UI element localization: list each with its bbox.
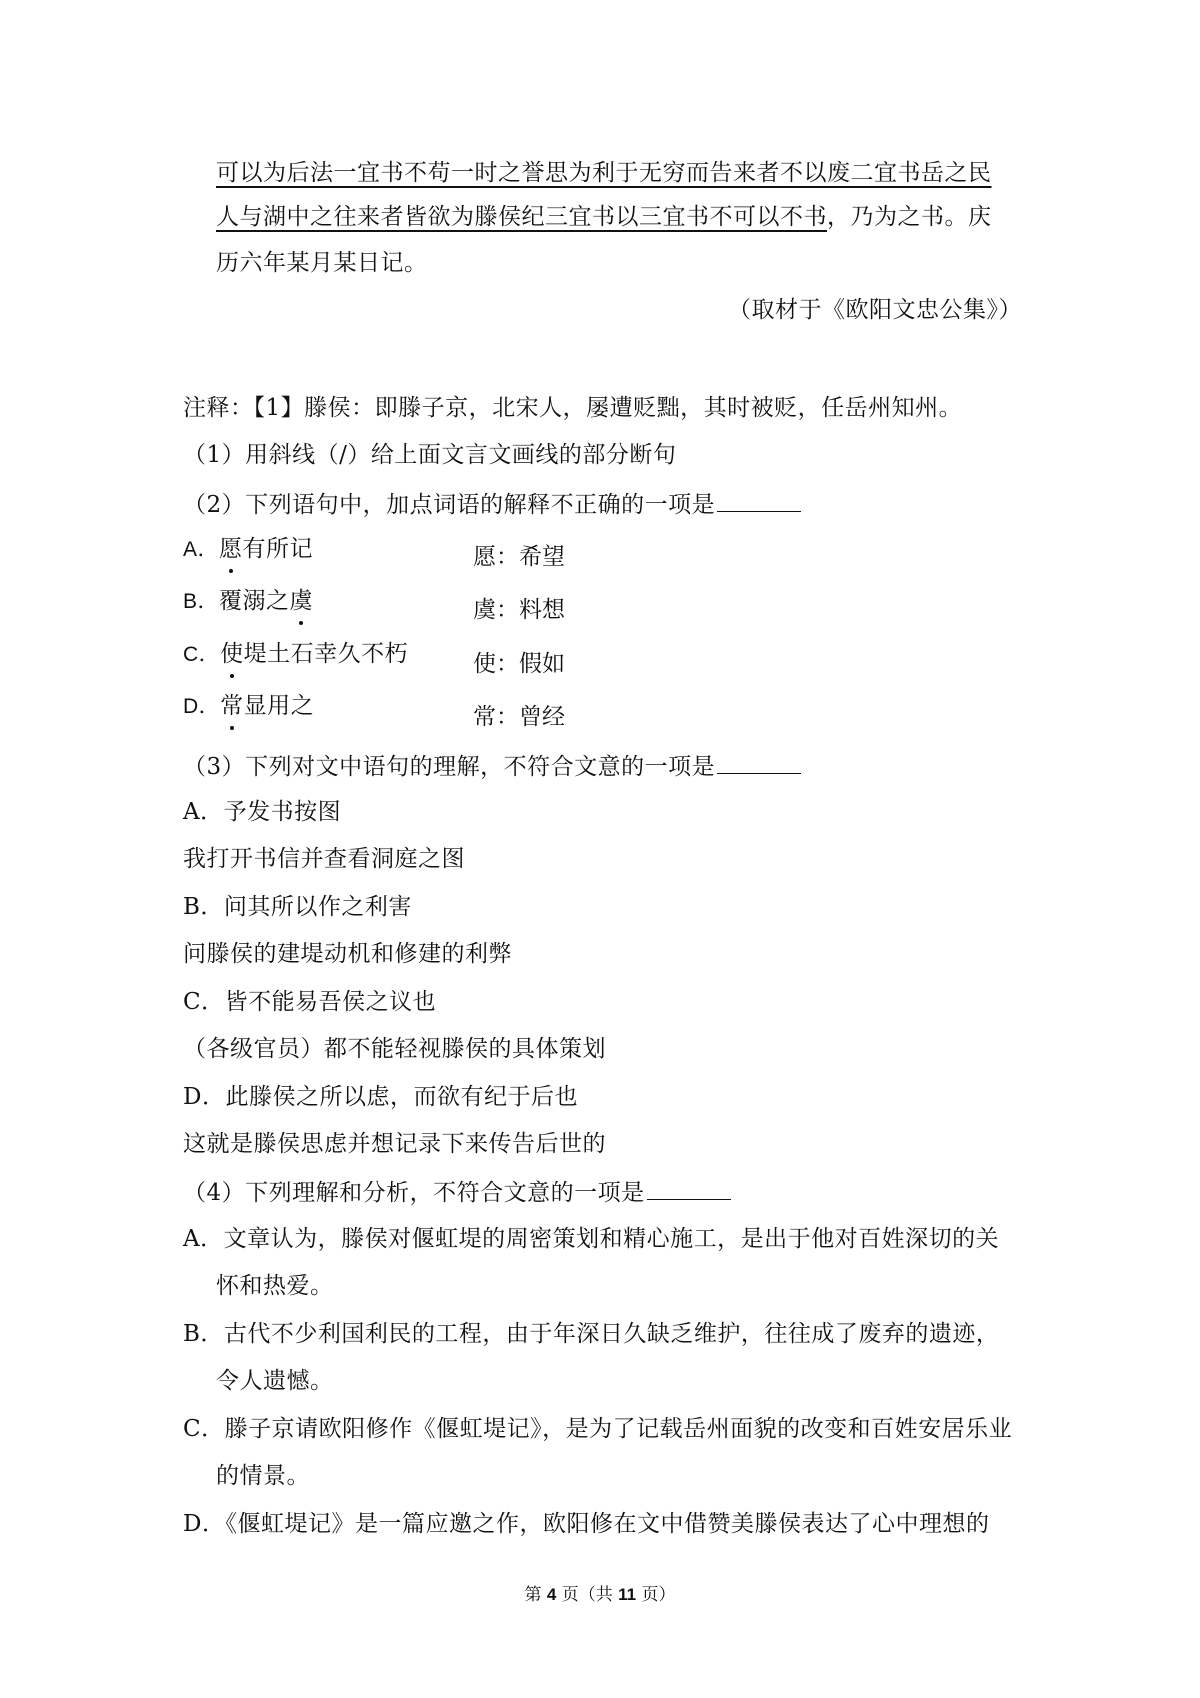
option-letter: C． bbox=[183, 643, 221, 666]
question-2-text: （2）下列语句中，加点词语的解释不正确的一项是 bbox=[183, 492, 716, 518]
answer-blank[interactable] bbox=[647, 1175, 731, 1200]
q3-option-d-explanation: 这就是滕侯思虑并想记录下来传告后世的 bbox=[183, 1131, 606, 1157]
footer-suffix: 页） bbox=[641, 1585, 676, 1605]
q2-gloss-c: 使：假如 bbox=[473, 651, 565, 677]
q3-option-d: D．此滕侯之所以虑，而欲有纪于后也 bbox=[183, 1084, 578, 1110]
q2-gloss-a: 愿：希望 bbox=[473, 544, 565, 570]
annotation-note: 注释：【1】滕侯：即滕子京，北宋人，屡遭贬黜，其时被贬，任岳州知州。 bbox=[183, 395, 963, 421]
question-4-stem bbox=[183, 1175, 731, 1209]
q4-option-b-line-2: 令人遗憾。 bbox=[216, 1368, 334, 1394]
q2-option-d bbox=[183, 690, 314, 723]
page-number: 4 bbox=[546, 1585, 557, 1604]
question-1: （1）用斜线（/）给上面文言文画线的部分断句 bbox=[183, 442, 677, 468]
q3-option-c-explanation: （各级官员）都不能轻视滕侯的具体策划 bbox=[183, 1036, 606, 1062]
footer-prefix: 第 bbox=[524, 1585, 542, 1605]
q2-gloss-d: 常：曾经 bbox=[473, 704, 565, 730]
passage-line-2-rest: ，乃为之书。庆 bbox=[827, 204, 992, 230]
question-3-text: （3）下列对文中语句的理解，不符合文意的一项是 bbox=[183, 754, 716, 780]
passage-line-2-underlined: 人与湖中之往来者皆欲为滕侯纪三宜书以三宜书不可以不书 bbox=[216, 204, 827, 230]
q4-option-d-line-1: D．《偃虹堤记》是一篇应邀之作，欧阳修在文中借赞美滕侯表达了心中理想的 bbox=[183, 1511, 990, 1537]
option-text: 显用之 bbox=[243, 693, 315, 719]
footer-middle: 页（共 bbox=[561, 1585, 613, 1605]
q4-option-a-line-1: A．文章认为，滕侯对偃虹堤的周密策划和精心施工，是出于他对百姓深切的关 bbox=[183, 1226, 1000, 1252]
passage-line-2 bbox=[216, 201, 992, 233]
option-text: 覆溺之 bbox=[219, 588, 290, 614]
question-2-stem bbox=[183, 487, 801, 521]
question-4-text: （4）下列理解和分析，不符合文意的一项是 bbox=[183, 1180, 645, 1206]
option-letter: D． bbox=[183, 695, 221, 718]
q3-option-b-explanation: 问滕侯的建堤动机和修建的利弊 bbox=[183, 941, 512, 967]
q4-option-c-line-1: C．滕子京请欧阳修作《偃虹堤记》，是为了记载岳州面貌的改变和百姓安居乐业 bbox=[183, 1416, 1013, 1442]
option-text: 堤土石幸久不朽 bbox=[243, 641, 409, 667]
option-letter: B． bbox=[183, 590, 220, 613]
dotted-char: 使 bbox=[220, 638, 244, 670]
page-total: 11 bbox=[618, 1585, 637, 1604]
q4-option-a-line-2: 怀和热爱。 bbox=[216, 1273, 334, 1299]
q2-option-c bbox=[183, 638, 408, 671]
passage-source: （取材于《欧阳文忠公集》） bbox=[728, 297, 1022, 323]
option-text: 有所记 bbox=[242, 536, 314, 562]
q3-option-a-explanation: 我打开书信并查看洞庭之图 bbox=[183, 846, 465, 872]
dotted-char: 常 bbox=[220, 690, 244, 722]
option-letter: A． bbox=[183, 538, 220, 561]
q3-option-b: B．问其所以作之利害 bbox=[183, 894, 412, 920]
q2-gloss-b: 虞：料想 bbox=[473, 597, 565, 623]
answer-blank[interactable] bbox=[717, 749, 801, 774]
dotted-char: 愿 bbox=[219, 533, 243, 565]
passage-line-1: 可以为后法一宜书不苟一时之誉思为利于无穷而告来者不以废二宜书岳之民 bbox=[216, 160, 992, 186]
q2-option-b bbox=[183, 585, 313, 618]
q3-option-a: A．予发书按图 bbox=[183, 799, 342, 825]
dotted-char: 虞 bbox=[290, 585, 314, 617]
question-3-stem bbox=[183, 749, 801, 783]
page-footer bbox=[0, 1583, 1200, 1607]
q3-option-c: C．皆不能易吾侯之议也 bbox=[183, 989, 437, 1015]
q4-option-b-line-1: B．古代不少利国利民的工程，由于年深日久缺乏维护，往往成了废弃的遗迹， bbox=[183, 1321, 1000, 1347]
passage-line-3: 历六年某月某日记。 bbox=[216, 250, 428, 276]
answer-blank[interactable] bbox=[717, 487, 801, 512]
q2-option-a bbox=[183, 533, 313, 566]
q4-option-c-line-2: 的情景。 bbox=[216, 1463, 310, 1489]
